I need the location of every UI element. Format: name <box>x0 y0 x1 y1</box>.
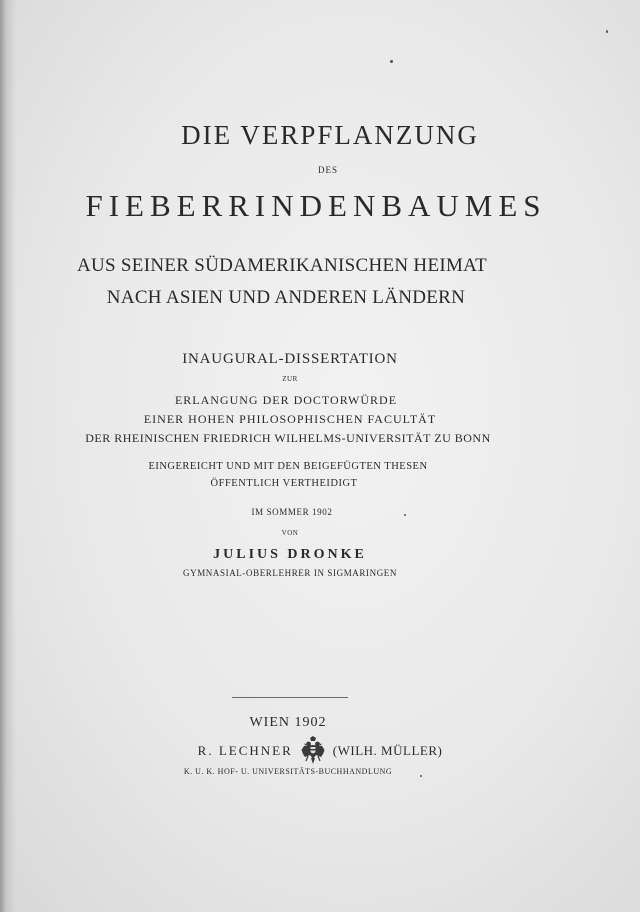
title-des: DES <box>317 165 338 175</box>
publisher-row <box>0 736 640 766</box>
subtitle-line-2: NACH ASIEN UND ANDEREN LÄNDERN <box>106 287 466 308</box>
publisher-left: R. LECHNER <box>197 743 293 758</box>
von-label: VON <box>281 529 299 537</box>
title-line-2: FIEBERRINDENBAUMES <box>85 188 547 223</box>
zur-label: ZUR <box>282 375 298 383</box>
author-name: JULIUS DRONKE <box>213 547 367 562</box>
paper-speck <box>390 60 393 63</box>
double-headed-eagle-icon <box>301 736 325 766</box>
erlangung-line-2: EINER HOHEN PHILOSOPHISCHEN FACULTÄT <box>143 412 437 426</box>
imprint-place-year: WIEN 1902 <box>249 715 327 730</box>
paper-speck <box>420 775 422 777</box>
eingereicht-line-1: EINGEREICHT UND MIT DEN BEIGEFÜGTEN THESEN <box>148 461 428 472</box>
bookshop-line: K. U. K. HOF- U. UNIVERSITÄTS-BUCHHANDLUNG <box>183 767 393 776</box>
erlangung-line-3: DER RHEINISCHEN FRIEDRICH WILHELMS-UNIVERSITÄT ZU BONN <box>85 431 491 445</box>
title-line-1: DIE VERPFLANZUNG <box>181 120 479 150</box>
eingereicht-line-2: ÖFFENTLICH VERTHEIDIGT <box>210 478 358 489</box>
subtitle-line-1: AUS SEINER SÜDAMERIKANISCHEN HEIMAT <box>76 255 488 276</box>
erlangung-line-1: ERLANGUNG DER DOCTORWÜRDE <box>174 393 398 407</box>
paper-speck <box>606 30 608 33</box>
publisher-right: (WILH. MÜLLER) <box>332 743 443 758</box>
dissertation-heading: INAUGURAL-DISSERTATION <box>182 351 398 367</box>
sommer-date: IM SOMMER 1902 <box>251 507 333 517</box>
paper-speck <box>404 514 406 516</box>
imprint-divider <box>232 697 348 698</box>
author-position: GYMNASIAL-OBERLEHRER IN SIGMARINGEN <box>183 568 397 578</box>
